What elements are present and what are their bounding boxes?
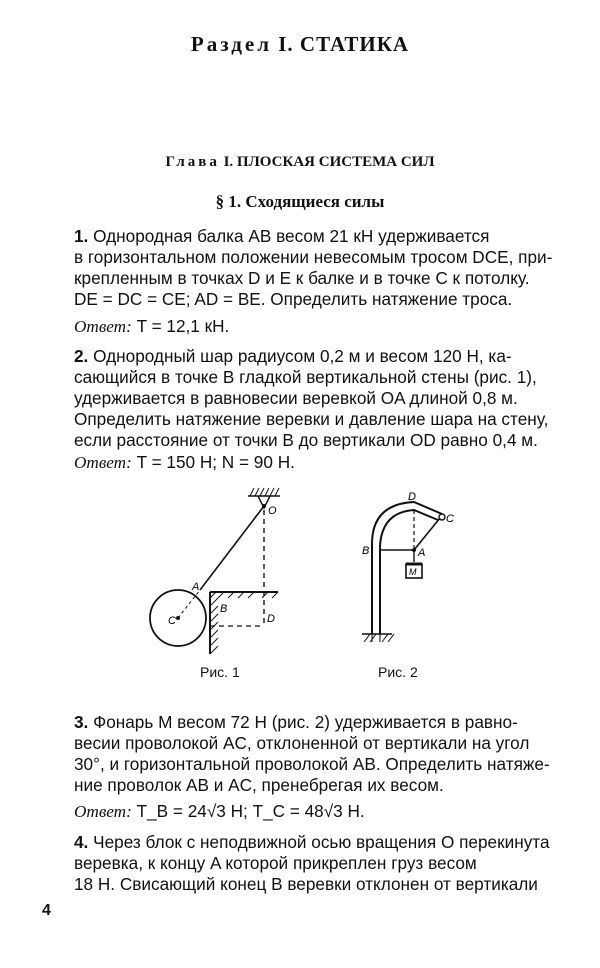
- page-number: 4: [42, 902, 51, 919]
- fig1-label-c: C: [168, 615, 176, 627]
- fig2-label-d: D: [408, 491, 416, 503]
- fig2-label-b: B: [362, 545, 370, 557]
- fig1-label-b: B: [220, 603, 228, 615]
- figure-1: [148, 484, 298, 664]
- problem-2: 2. Однородный шар радиусом 0,2 м и весом 120 Н, ка- сающийся в точке B гладкой вертикальной стены (рис. 1), удерживается в равновесии веревкой OA длиной 0,8 м. Определить натяжение веревки и давление шара на стену, если расстояние от точки B до вертикали OD равно 0,4 м.: [74, 346, 549, 450]
- fig1-label-d: D: [267, 613, 275, 625]
- problem-3: 3. Фонарь M весом 72 Н (рис. 2) удерживается в равно- весии проволокой AC, отклоненной от вертикали на угол 30°, и горизонтальной проволокой AB. Определить натяже- ние проволок AB и AC, пренебрегая их весом.: [74, 712, 550, 795]
- fig2-label-c: C: [446, 513, 454, 525]
- paragraph-title: § 1. Сходящиеся силы: [215, 192, 385, 211]
- problem-4: 4. Через блок с неподвижной осью вращения O перекинута веревка, к концу A которой прикреплен груз весом 18 Н. Свисающий конец B веревки отклонен от вертикали: [74, 832, 550, 894]
- chapter-title: Глава I. ПЛОСКАЯ СИСТЕМА СИЛ: [165, 154, 435, 170]
- fig1-label-o: O: [268, 505, 277, 517]
- fig2-label-a: A: [418, 547, 426, 559]
- section-title: Раздел I. СТАТИКА: [190, 32, 410, 56]
- fig2-label-m: M: [409, 567, 417, 577]
- answer-1: Ответ: T = 12,1 кН.: [74, 316, 230, 336]
- problem-1: 1. Однородная балка AB весом 21 кН удерживается в горизонтальном положении невесомым тросом DCE, при- крепленным в точках D и E к балке и в точке C к потолку. DE = DC = CE; AD = BE. Определить натяжение троса.: [74, 226, 553, 309]
- figure-2-caption: Рис. 2: [378, 664, 418, 680]
- figure-1-caption: Рис. 1: [200, 664, 240, 680]
- fig1-label-a: A: [192, 581, 200, 593]
- answer-2: Ответ: T = 150 Н; N = 90 Н.: [74, 452, 295, 472]
- figure-2: [352, 484, 462, 654]
- answer-3: Ответ: T_B = 24√3 Н; T_C = 48√3 Н.: [74, 801, 365, 821]
